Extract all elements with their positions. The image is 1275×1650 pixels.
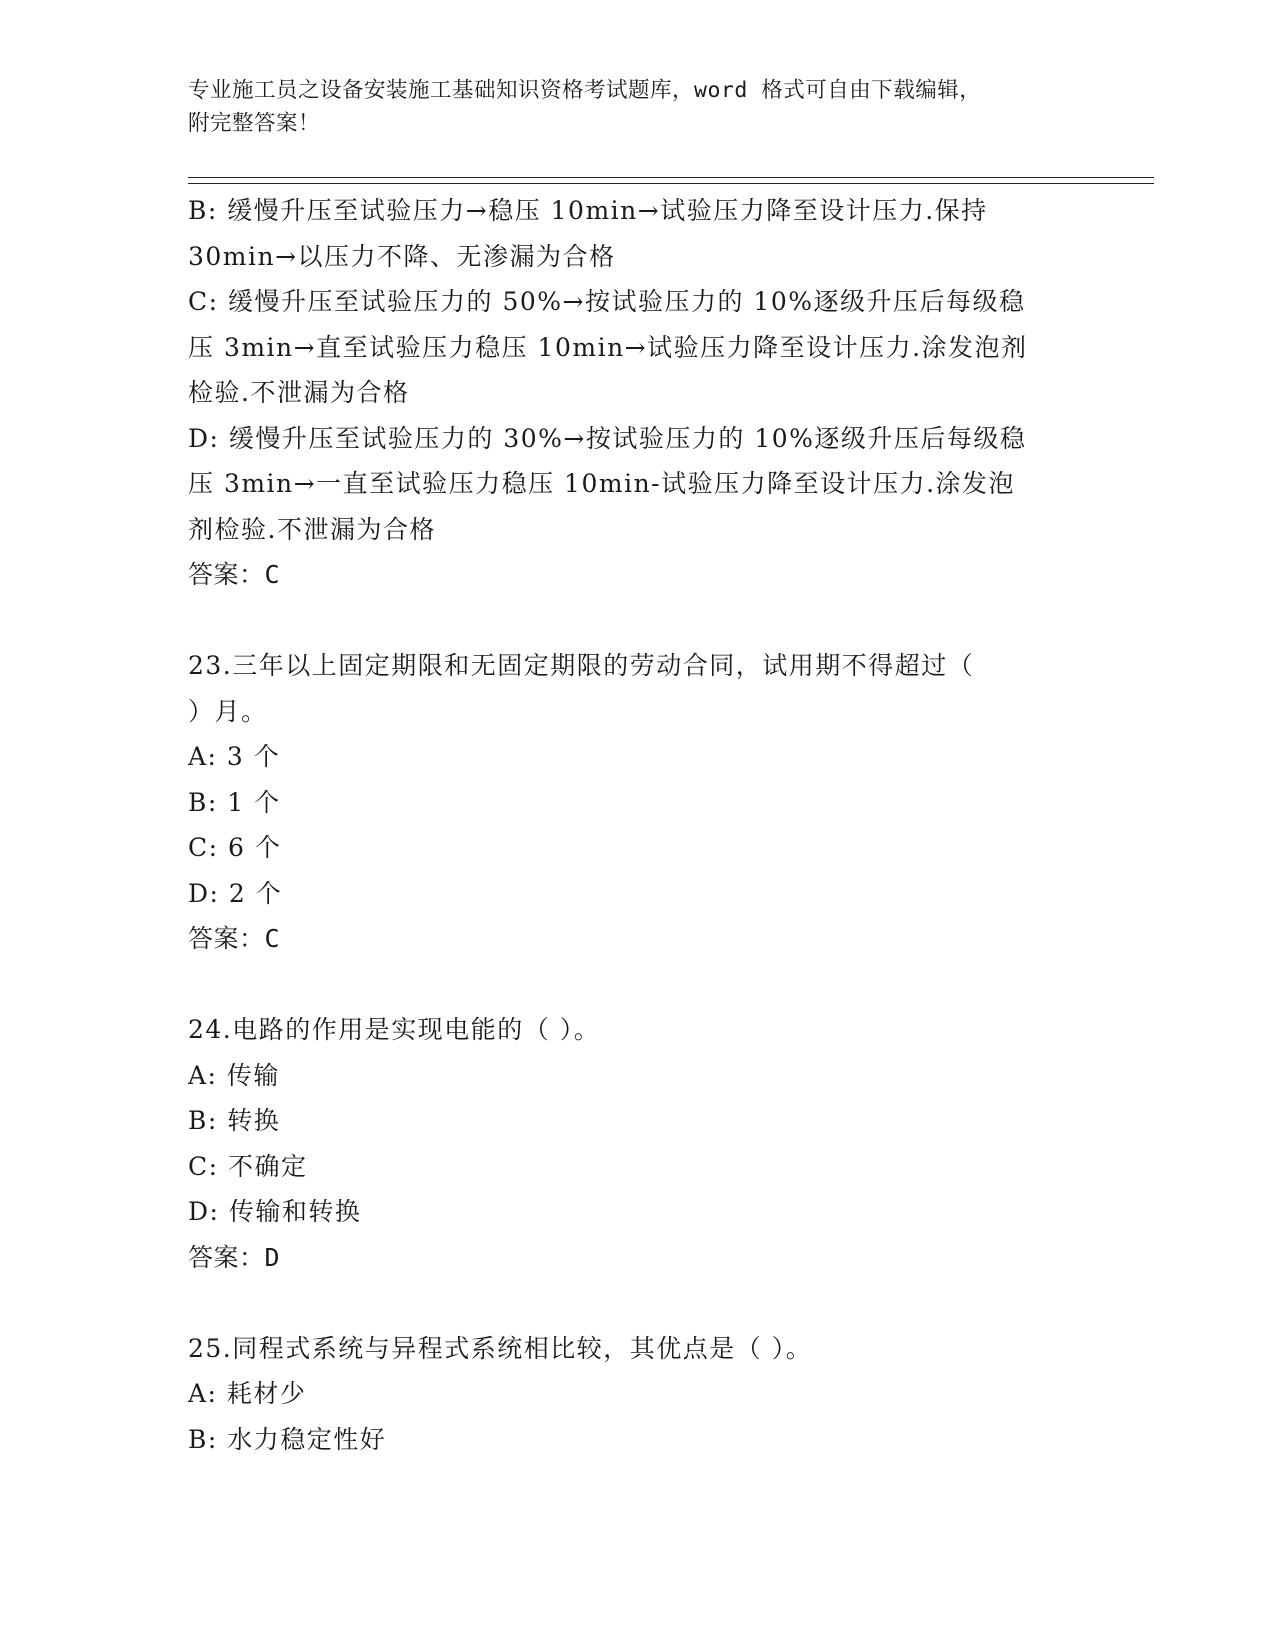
question-23-block xyxy=(188,643,1078,962)
q22-option-c-line-3: 检验.不泄漏为合格 xyxy=(188,378,410,407)
q23-option-b: B: 1 个 xyxy=(188,787,281,817)
q22-option-c-line-1: C: 缓慢升压至试验压力的 50%→按试验压力的 10%逐级升压后每级稳 xyxy=(188,287,1026,316)
spacer xyxy=(188,598,1078,643)
question-content xyxy=(188,188,1078,1462)
header-title-line-2: 附完整答案！ xyxy=(188,111,321,136)
q25-option-b: B: 水力稳定性好 xyxy=(188,1424,387,1454)
q24-option-c: C: 不确定 xyxy=(188,1151,308,1181)
header-title-line-1: 专业施工员之设备安装施工基础知识资格考试题库，word 格式可自由下载编辑， xyxy=(188,78,982,103)
question-22-block xyxy=(188,188,1078,598)
q24-option-b: B: 转换 xyxy=(188,1106,281,1135)
q22-option-d-line-2: 压 3min→一直至试验压力稳压 10min-试验压力降至设计压力.涂发泡 xyxy=(188,469,1016,498)
q22-option-d-line-3: 剂检验.不泄漏为合格 xyxy=(188,514,436,544)
q23-option-d: D: 2 个 xyxy=(188,878,283,908)
q25-option-a: A: 耗材少 xyxy=(188,1379,307,1408)
q23-answer: 答案：C xyxy=(188,924,281,953)
q23-option-a: A: 3 个 xyxy=(188,742,281,771)
question-24-block xyxy=(188,1007,1078,1281)
spacer xyxy=(188,1281,1078,1326)
header-divider-top xyxy=(188,177,1154,178)
q22-answer: 答案：C xyxy=(188,560,281,589)
q22-option-c-line-2: 压 3min→直至试验压力稳压 10min→试验压力降至设计压力.涂发泡剂 xyxy=(188,332,1028,362)
q23-option-c: C: 6 个 xyxy=(188,833,282,862)
q24-option-a: A: 传输 xyxy=(188,1060,280,1090)
q25-stem: 25.同程式系统与异程式系统相比较，其优点是（ ）。 xyxy=(188,1333,813,1363)
q23-stem-line-1: 23.三年以上固定期限和无固定期限的劳动合同，试用期不得超过（ xyxy=(188,651,975,680)
q24-stem: 24.电路的作用是实现电能的（ ）。 xyxy=(188,1015,601,1044)
q23-stem-line-2: ）月。 xyxy=(188,696,268,726)
spacer xyxy=(188,962,1078,1007)
q22-option-b-line-1: B: 缓慢升压至试验压力→稳压 10min→试验压力降至设计压力.保持 xyxy=(188,196,988,225)
document-header xyxy=(188,74,1068,140)
question-25-block xyxy=(188,1326,1078,1463)
q22-option-d-line-1: D: 缓慢升压至试验压力的 30%→按试验压力的 10%逐级升压后每级稳 xyxy=(188,423,1027,453)
header-divider-bottom xyxy=(188,183,1154,184)
q24-option-d: D: 传输和转换 xyxy=(188,1197,362,1226)
q24-answer: 答案：D xyxy=(188,1242,281,1272)
q22-option-b-line-2: 30min→以压力不降、无渗漏为合格 xyxy=(188,241,616,271)
